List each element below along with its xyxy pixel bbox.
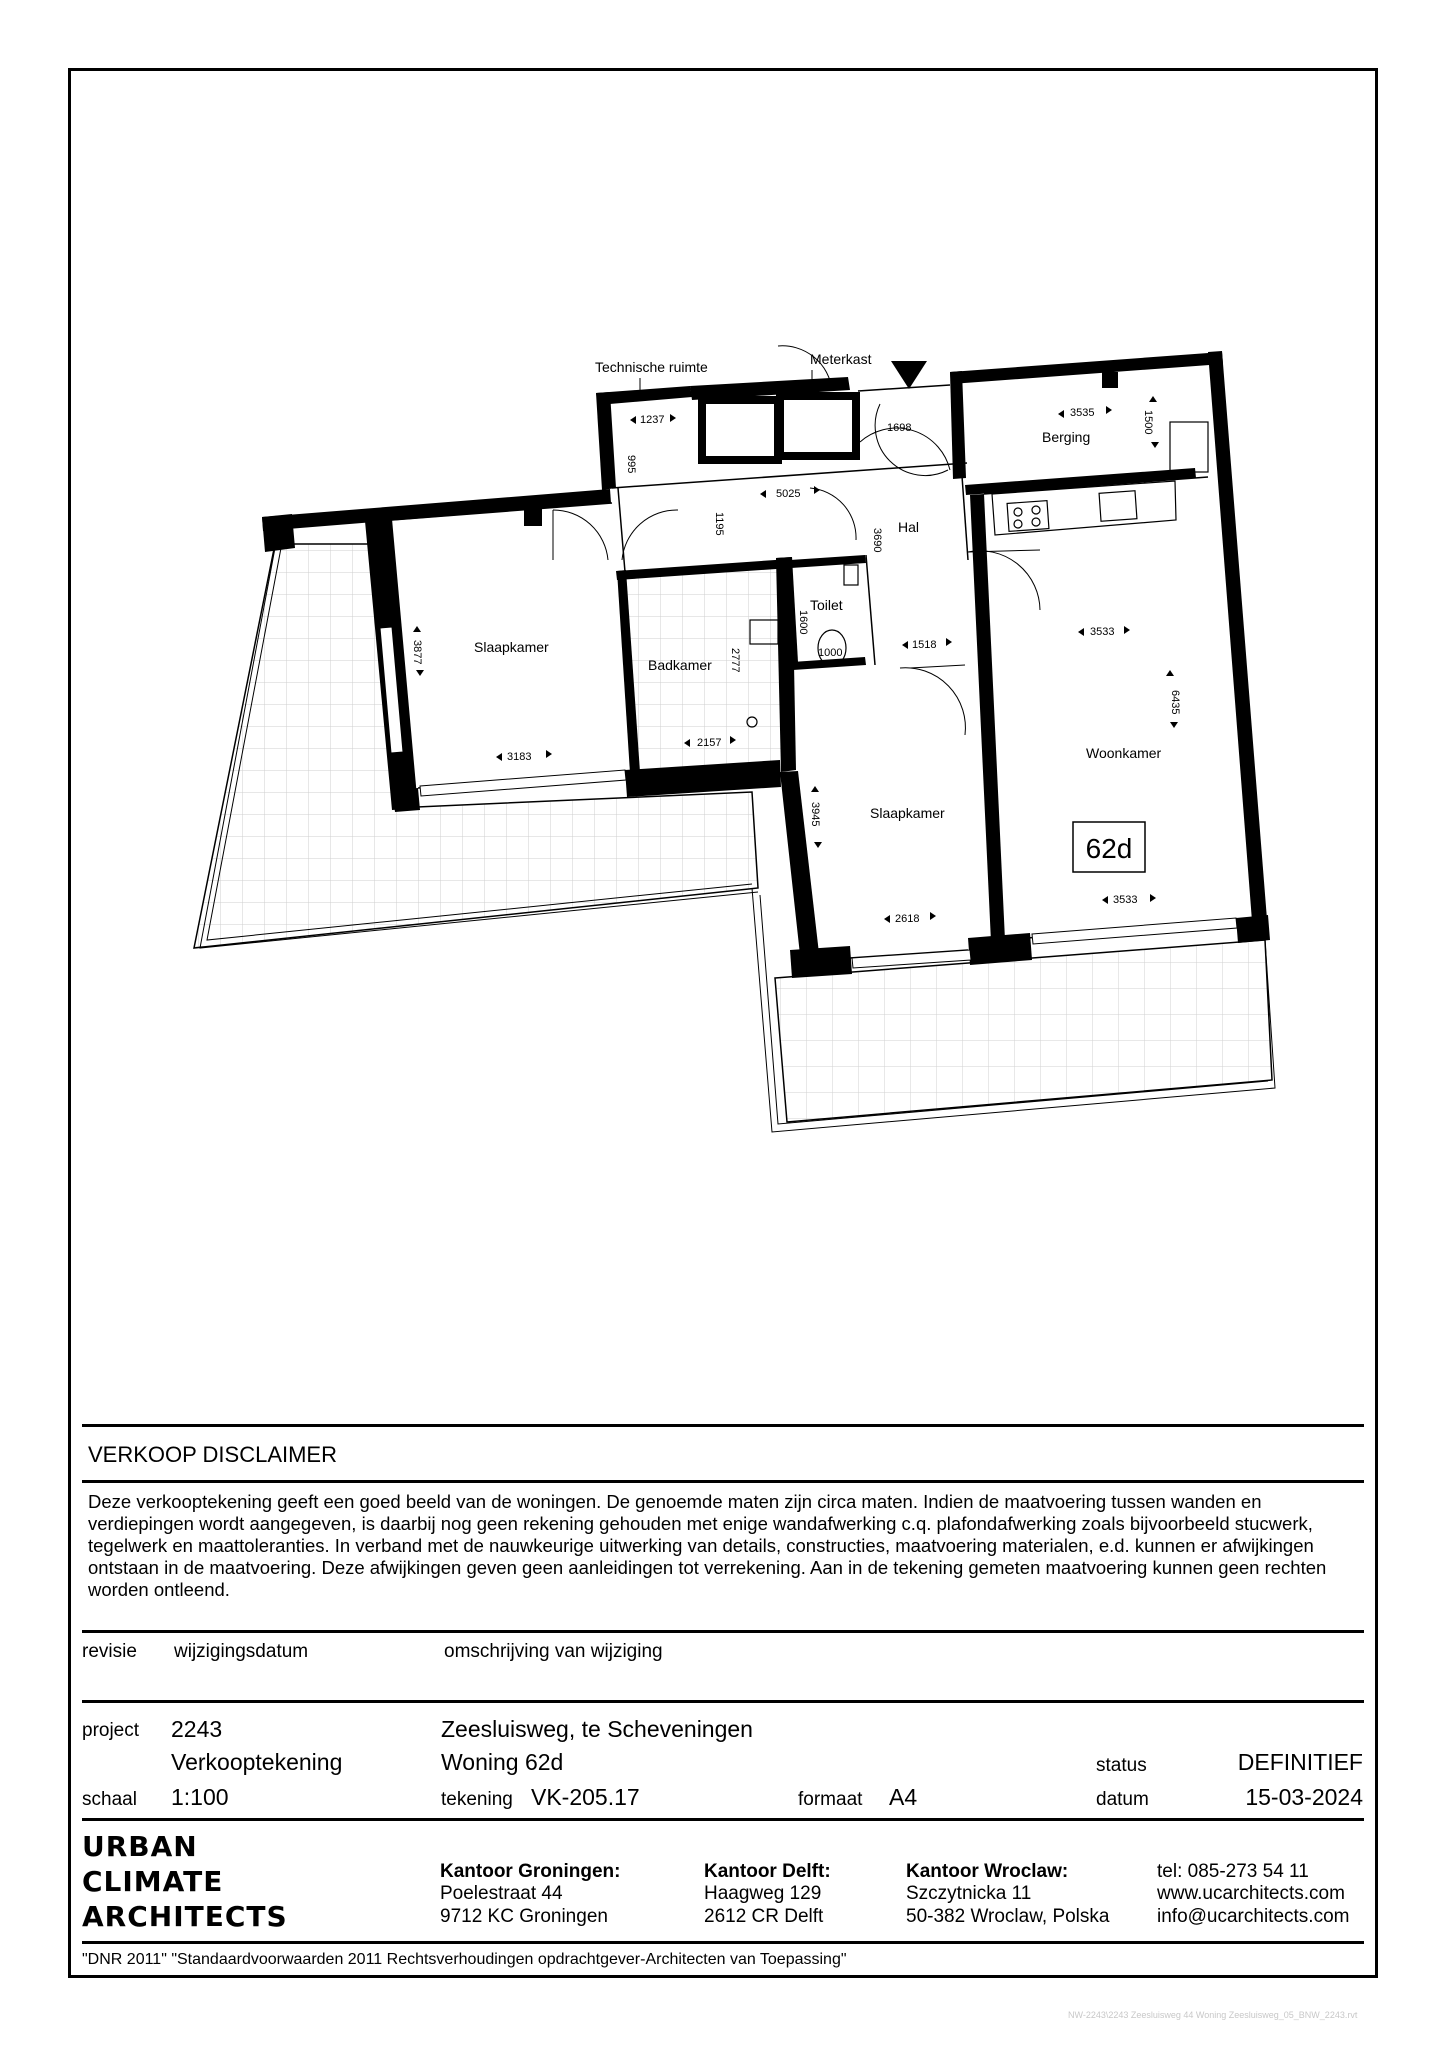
formaat-value: A4 [889,1784,918,1810]
dim-6435: 6435 [1169,690,1181,715]
company-logo [82,1829,288,1934]
office-groningen-address: Poelestraat 44 [440,1883,563,1904]
room-slaapkamer-1: Slaapkamer [474,639,549,655]
rule [82,1424,1364,1427]
conditions-footer: "DNR 2011" "Standaardvoorwaarden 2011 Rechtsverhoudingen opdrachtgever-Architecten van Toepassing" [82,1951,847,1968]
office-delft-address: Haagweg 129 [704,1883,822,1904]
office-groningen-city: 9712 KC Groningen [440,1906,608,1927]
dim-3533a: 3533 [1090,626,1115,638]
room-technische-ruimte: Technische ruimte [595,359,708,375]
company-email[interactable]: info@ucarchitects.com [1157,1906,1350,1927]
status-value: DEFINITIEF [1237,1749,1363,1775]
schaal-label: schaal [82,1789,137,1810]
dim-1518: 1518 [912,639,937,651]
tekening-value: VK-205.17 [531,1784,640,1810]
dim-5025: 5025 [776,488,801,500]
revision-col-omschrijving: omschrijving van wijziging [444,1641,663,1662]
room-woonkamer: Woonkamer [1086,745,1162,761]
project-type: Verkooptekening [171,1749,343,1775]
dim-3690: 3690 [871,528,883,553]
dim-3945: 3945 [809,802,821,827]
office-wroclaw-name: Kantoor Wroclaw: [906,1861,1069,1882]
dim-1500: 1500 [1142,410,1154,435]
unit-label: 62d [1085,833,1133,864]
room-labels [474,351,1162,821]
status-label: status [1096,1755,1147,1776]
dim-2618: 2618 [895,913,920,925]
room-slaapkamer-2: Slaapkamer [870,805,945,821]
disclaimer-body: Deze verkooptekening geeft een goed beeld van de woningen. De genoemde maten zijn circa maten. Indien de maatvoering tussen wanden en verdiepingen wordt aangegeven, is daarbij nog geen rekening gehouden met enige wandafwerking c.q. plafondafwerking zoals bijvoorbeeld stucwerk, tegelwerk en maattoleranties. In verband met de nauwkeurige uitwerking van details, constructies, maatvoering materialen, e.d. kunnen er afwijkingen ontstaan in de maatvoering. Deze afwijkingen geven geen aanleidingen tot verrekening. Aan in de tekening gemeten maatvoering kunnen geen rechten worden ontleend. [88,1491,1327,1600]
dim-1600: 1600 [797,610,809,635]
rule [82,1700,1364,1703]
office-delft-name: Kantoor Delft: [704,1861,831,1882]
schaal-value: 1:100 [171,1784,229,1810]
datum-label: datum [1096,1789,1149,1810]
revision-col-datum: wijzigingsdatum [174,1641,309,1662]
dim-1237: 1237 [640,414,665,426]
tekening-label: tekening [441,1789,513,1810]
logo-line-2: CLIMATE [82,1865,224,1898]
dim-1698: 1698 [887,422,912,434]
room-hal: Hal [898,519,920,535]
room-badkamer: Badkamer [648,657,712,673]
rule [82,1818,1364,1821]
logo-line-1: URBAN [82,1830,198,1863]
company-website[interactable]: www.ucarchitects.com [1157,1883,1345,1904]
room-meterkast: Meterkast [810,351,872,367]
office-groningen-name: Kantoor Groningen: [440,1861,621,1882]
shaft-mark-2 [1102,372,1118,388]
logo-line-3: ARCHITECTS [82,1900,288,1933]
shaft-mark [524,508,542,526]
dim-2777: 2777 [729,648,741,673]
project-label: project [82,1720,140,1741]
location: Zeesluisweg, te Scheveningen [441,1716,753,1742]
office-wroclaw-city: 50-382 Wroclaw, Polska [906,1906,1110,1927]
dim-3183: 3183 [507,751,532,763]
revision-col-revisie: revisie [82,1641,137,1662]
entrance-arrow [891,361,927,389]
office-wroclaw-address: Szczytnicka 11 [906,1883,1032,1904]
formaat-label: formaat [798,1789,863,1810]
disclaimer-title: VERKOOP DISCLAIMER [88,1442,337,1467]
dim-1000: 1000 [818,647,843,659]
dim-995: 995 [625,455,637,474]
room-berging: Berging [1042,429,1091,445]
office-delft-city: 2612 CR Delft [704,1906,824,1927]
dim-1195: 1195 [713,512,725,536]
dim-3877: 3877 [411,640,423,665]
company-tel: tel: 085-273 54 11 [1157,1861,1309,1882]
rule [82,1941,1364,1944]
file-path: NW-2243\2243 Zeesluisweg 44 Woning Zeesluisweg_05_BNW_2243.rvt [1068,2010,1358,2020]
woning: Woning 62d [441,1749,564,1775]
dim-2157: 2157 [697,737,722,749]
room-toilet: Toilet [810,597,843,613]
project-number: 2243 [171,1716,223,1742]
dim-3535: 3535 [1070,407,1095,419]
rule [82,1480,1364,1483]
rule [82,1630,1364,1633]
datum-value: 15-03-2024 [1245,1784,1363,1810]
dim-3533b: 3533 [1113,894,1138,906]
